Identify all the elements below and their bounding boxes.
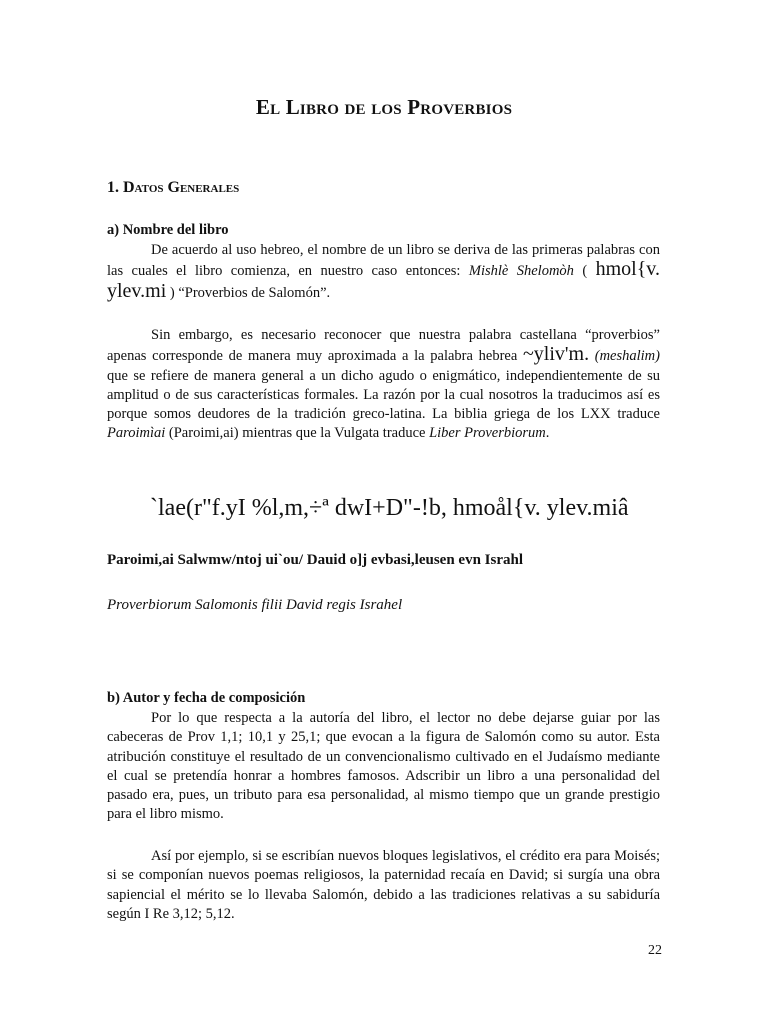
paragraph-text: Sin embargo, es necesario reconocer que nuestra palabra castellana “proverbios” apenas corresponde de manera muy aproximada a la palabra hebrea [107,327,660,365]
page-number: 22 [648,943,662,958]
paragraph-authorship: Por lo que respecta a la autoría del libro, el lector no debe dejarse guiar por las cabeceras de Prov 1,1; 10,1 y 25,1; que evocan a la figura de Salomón como su autor. Esta atribución constituye el resultado de un convencionalismo cultivado en el Judaísmo mediante el cual se pretendía honrar a hombres famosos. Adscribir un libro a una personalidad del pasado era, pues, un tributo para esa personalidad, al mismo tiempo que un grande prestigio para el libro mismo. [107,710,660,823]
greek-verse: Paroimi,ai Salwmw/ntoj ui`ou/ Dauid o]j evbasi,leusen evn Israhl [107,552,524,568]
italic-term: Paroimìai [107,425,166,442]
latin-verse: Proverbiorum Salomonis filii David regis Israhel [107,597,403,613]
subsection-heading-author: b) Autor y fecha de composición [107,690,306,706]
paragraph-name-origin [107,241,660,303]
transliteration-text: Mishlè Shelomòh [468,263,574,280]
paragraph-text: . [545,425,550,442]
paragraph-text: ( [573,263,596,280]
paragraph-proverbs-meaning [107,326,660,444]
section-title: 1. Datos Generales [107,179,240,196]
paragraph-text: ) “Proverbios de Salomón”. [166,284,331,301]
paragraph-text: De acuerdo al uso hebreo, el nombre de un libro se deriva de las primeras palabras con las cuales el libro comienza, en nuestro caso entonces: [107,242,660,280]
subsection-heading-name: a) Nombre del libro [107,222,229,238]
hebrew-verse: `lae(r"f.yI %l,m,÷ª dwI+D"-!b, hmoål{v. ylev.miâ [150,495,629,521]
paragraph-text: (Paroimi,ai) mientras que la Vulgata traduce [165,425,430,442]
hebrew-inline-text: hmol{v. ylev.mi [107,258,660,302]
page-title: El Libro de los Proverbios [255,95,513,119]
paragraph-attribution-examples: Así por ejemplo, si se escribían nuevos bloques legislativos, el crédito era para Moisés; si se componían nuevos poemas religiosos, la paternidad recaía en David; si surgía una obra sapiencial el mérito se lo llevaba Salomón, debido a las tradiciones relativas a su sabiduría según I Re 3,12; 5,12. [107,848,660,922]
paragraph-text: que se refiere de manera general a un dicho agudo o enigmático, independientemente de su amplitud o de sus características formales. La razón por la cual nosotros la traducimos así es porque somos deudores de la tradición greco-latina. La biblia griega de los LXX traduce [107,367,660,423]
italic-term: Liber Proverbiorum [429,425,546,442]
transliteration-text: (meshalim) [589,348,660,365]
hebrew-inline-text: ~yliv'm. [522,343,590,366]
